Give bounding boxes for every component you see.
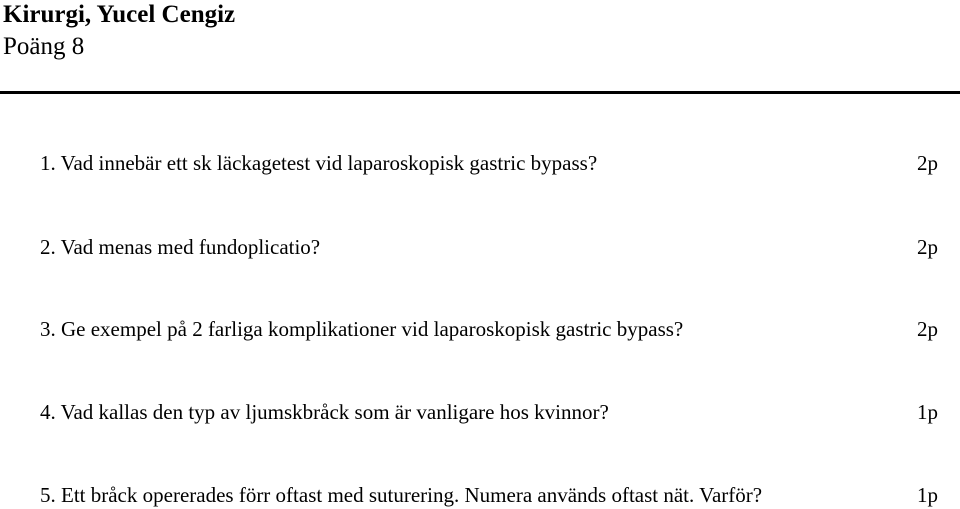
question-text: 3. Ge exempel på 2 farliga komplikationer vid laparoskopisk gastric bypass? — [40, 317, 684, 341]
question-text: 5. Ett bråck opererades förr oftast med suturering. Numera används oftast nät. Varför? — [40, 483, 763, 507]
question-points: 2p — [917, 317, 938, 341]
question-text: 1. Vad innebär ett sk läckagetest vid laparoskopisk gastric bypass? — [40, 151, 598, 175]
exam-title: Kirurgi, Yucel Cengiz — [3, 1, 236, 28]
question-points: 2p — [917, 235, 938, 259]
question-points: 1p — [917, 483, 938, 507]
question-text: 4. Vad kallas den typ av ljumskbråck som är vanligare hos kvinnor? — [40, 400, 609, 424]
total-points: Poäng 8 — [3, 33, 85, 60]
question-points: 1p — [917, 400, 938, 424]
header-divider — [0, 91, 960, 94]
question-points: 2p — [917, 151, 938, 175]
question-text: 2. Vad menas med fundoplicatio? — [40, 235, 321, 259]
